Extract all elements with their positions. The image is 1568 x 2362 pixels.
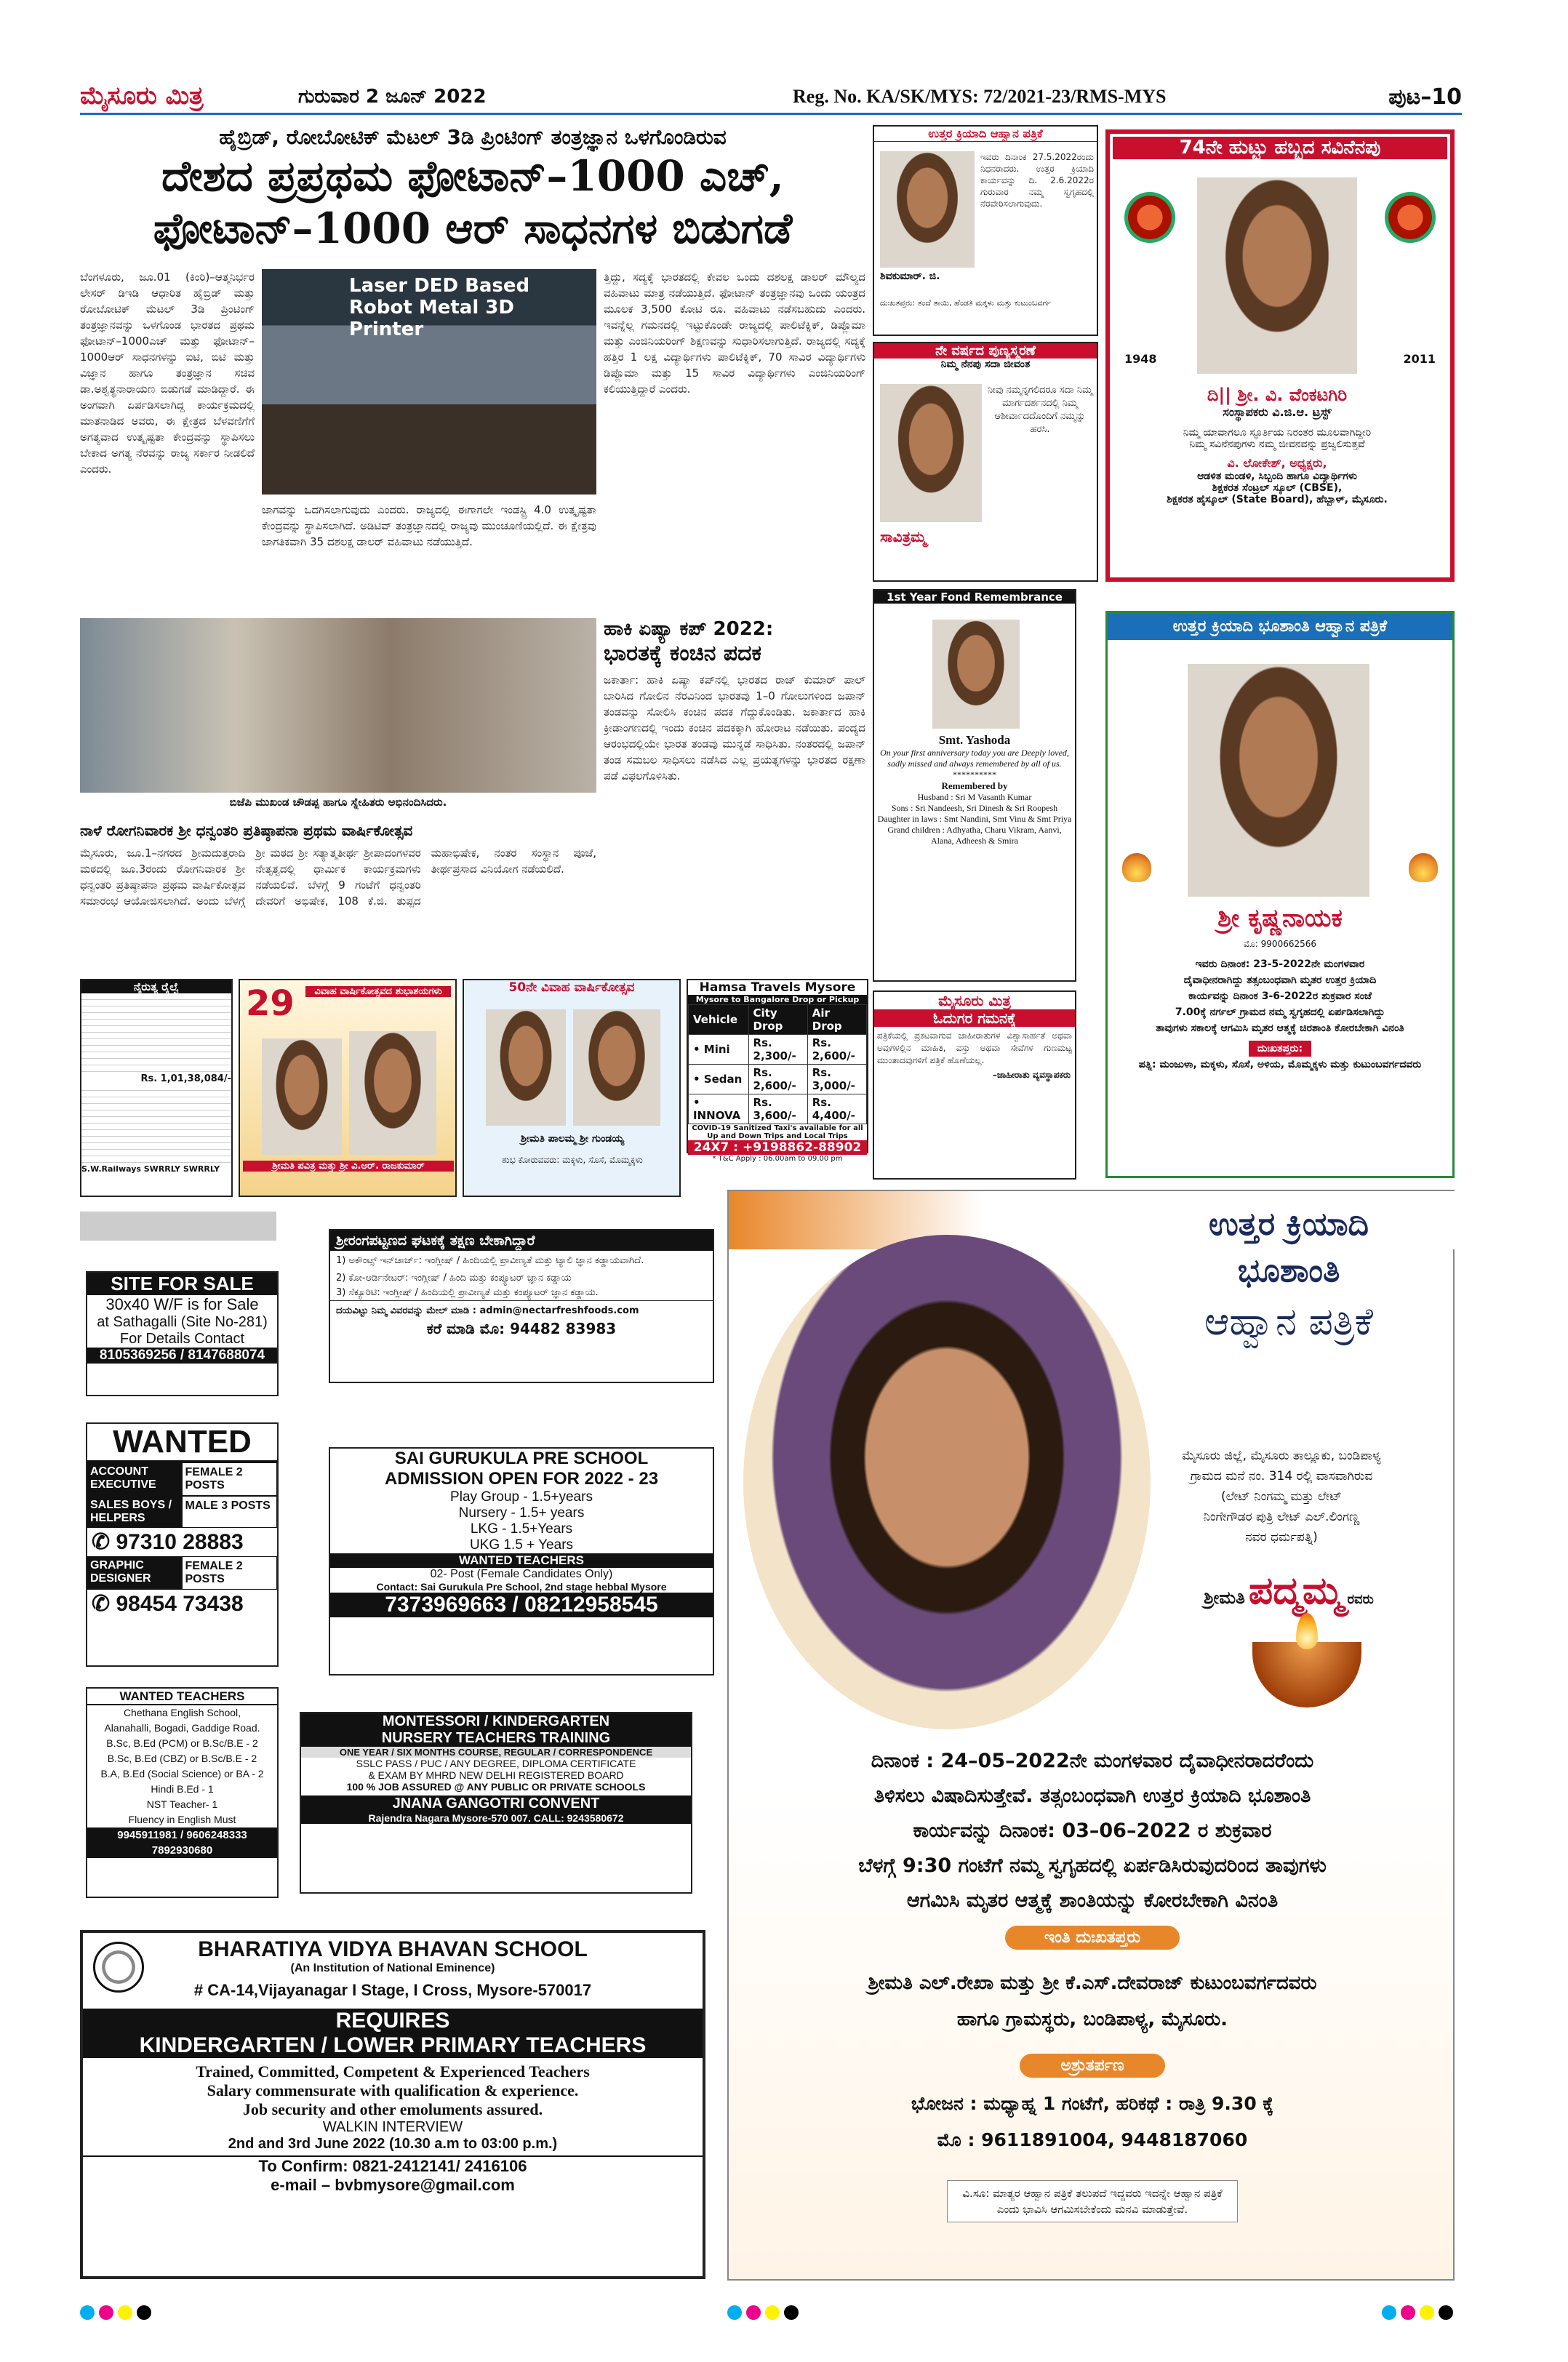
anniv2-photo-wife [486,1009,566,1126]
lead-photo-banner: Laser DED Based Robot Metal 3D Printer [349,275,530,340]
big-obit-name-line [1136,1569,1441,1614]
padmamma-photo [743,1235,1151,1729]
body-line: ತಿಳಿಸಲು ವಿಷಾದಿಸುತ್ತೇವೆ. ತತ್ಸಂಬಂಧವಾಗಿ ಉತ್ತರ ಕ್ರಿಯಾದಿ ಭೂಶಾಂತಿ [873,1785,1311,1807]
issue-date: ಗುರುವಾರ 2 ಜೂನ್ 2022 [298,86,487,108]
temple-body: ಮೈಸೂರು, ಜೂ.1–ನಗರದ ಶ್ರೀಮದುತ್ತರಾದಿ ಮಠದಲ್ಲಿ ಜೂ.3ರಂದು ರೋಗನಿವಾರಕ ಶ್ರೀ ಧನ್ವಂತರಿ ಪ್ರತಿಷ್ಠಾಪನಾ ಪ್ರಥಮ ವಾರ್ಷಿಕೋತ್ಸವ ಸಮಾರಂಭ ಆಯೋಜಿಸಲಾಗಿದೆ. ಅಂದು ಬೆಳಗ್ಗೆ ಶ್ರೀ ಮಠದ ಶ್ರೀ ಸತ್ಯಾತ್ಮತೀರ್ಥ ಶ್ರೀಪಾದಂಗಳವರ ನೇತೃತ್ವದಲ್ಲಿ ಧಾರ್ಮಿಕ ಕಾರ್ಯಕ್ರಮಗಳು ನಡೆಯಲಿವೆ. ಬೆಳಗ್ಗೆ 9 ಗಂಟೆಗೆ ಧನ್ವಂತರಿ ದೇವರಿಗೆ ಅಭಿಷೇಕ, 108 ಕೆ.ಜಿ. ತುಪ್ಪದ ಮಹಾಭಿಷೇಕ, ನಂತರ ಸಂಸ್ಥಾನ ಪೂಜೆ, ತೀರ್ಥಪ್ರಸಾದ ವಿನಿಯೋಗ ನಡೆಯಲಿದೆ. [80,846,596,908]
cyan-dot [727,2305,742,2320]
sai-line-2: Nursery - 1.5+ years [458,1505,585,1521]
hockey-kicker: ಹಾಕಿ ಏಷ್ಯಾ ಕಪ್ 2022: [604,618,774,640]
bvb-email: e-mail – bvbmysore@gmail.com [271,2176,515,2194]
obit3-family: ಪತ್ನಿ: ಮಂಜುಳಾ, ಮಕ್ಕಳು, ಸೊಸೆ, ಅಳಿಯ, ಮೊಮ್ಮಕ್ಕಳು ಮತ್ತು ಕುಟುಂಬವರ್ಗದವರು [1138,1059,1422,1070]
lead-headline-block [80,125,865,263]
bvb-school-ad [80,1930,705,2279]
birthday-photo [1197,177,1357,374]
railway-tender-ad [80,979,233,1197]
anniv2-title: 50ನೇ ವಿವಾಹ ವಾರ್ಷಿಕೋತ್ಸವ [508,980,635,995]
big-obit-prefix: ಶ್ರೀಮತಿ [1204,1588,1245,1608]
obit3-title: ಉತ್ತರ ಕ್ರಿಯಾದಿ ಭೂಶಾಂತಿ ಆಹ್ವಾನ ಪತ್ರಿಕೆ [1108,613,1452,640]
hamsa-phone: 24X7 : +9198862-88902 [688,1140,867,1155]
site-line-1: 30x40 W/F is for Sale [105,1295,259,1313]
notice-sign: –ಜಾಹೀರಾತು ವ್ಯವಸ್ಥಾಪಕರು [992,1070,1071,1080]
family-line: ಹಾಗೂ ಗ್ರಾಮಸ್ಥರು, ಬಂಡಿಪಾಳ್ಯ, ಮೈಸೂರು. [956,2009,1228,2030]
sai-line-4: UKG 1.5 + Years [469,1537,574,1553]
obit3-grief: ದುಃಖತಪ್ತರು: [1249,1041,1311,1057]
mont-line-3: 100 % JOB ASSURED @ ANY PUBLIC OR PRIVATE SCHOOLS [346,1781,646,1793]
birthday-org-1: ಆಡಳಿತ ಮಂಡಳಿ, ಸಿಬ್ಬಂದಿ ಹಾಗೂ ವಿದ್ಯಾರ್ಥಿಗಳು [1197,471,1357,482]
flower-left-icon [1124,192,1175,243]
obit3-photo [1188,664,1369,897]
bvb-line-2: Salary commensurate with qualification & experience. [207,2081,579,2099]
obit3-line-4: 7.00ಕ್ಕೆ ನರ್ಗಲ್ ಗ್ರಾಮದ ನಮ್ಮ ಸ್ವಗೃಹದಲ್ಲಿ ಏರ್ಪಡಿಸಲಾಗಿದ್ದು [1175,1006,1385,1018]
yellow-dot [1420,2305,1434,2320]
nectar-line-1: 1) ಅಕೌಂಟ್ಸ್ ಇನ್‌ಚಾರ್ಜ್: ಇಂಗ್ಲೀಷ್ / ಹಿಂದಿಯಲ್ಲಿ ಪ್ರಾವೀಣ್ಯತೆ ಮತ್ತು ಟ್ಯಾಲಿ ಜ್ಞಾನ ಕಡ್ಡಾಯವಾಗಿದೆ. [336,1255,644,1266]
obit1-text: ಇವರು ದಿನಾಂಕ 27.5.2022ರಂದು ನಿಧನರಾದರು. ಉತ್ತರ ಕ್ರಿಯಾದಿ ಕಾರ್ಯವನ್ನು ದಿ. 2.6.2022ರ ಗುರುವಾರ ನಮ್ಮ ಸ್ವಗೃಹದಲ್ಲಿ ನೆರವೇರಿಸಲಾಗುವುದು. [980,152,1094,209]
bvb-confirm: To Confirm: 0821-2412141/ 2416106 [83,2155,703,2176]
magenta-dot [746,2305,761,2320]
big-obit-note: ವಿ.ಸೂ: ಮಾತ್ಯರ ಆಹ್ವಾನ ಪತ್ರಿಕೆ ತಲುಪದೆ ಇದ್ದವರು ಇದನ್ನೇ ಆಹ್ವಾನ ಪತ್ರಿಕೆ ಎಂದು ಭಾವಿಸಿ ಆಗಮಿಸಬೇಕೆಂದು ಮನವಿ ಮಾಡುತ್ತೇವೆ. [947,2180,1238,2222]
hamsa-cell: • INNOVA [689,1094,749,1124]
railway-footer: S.W.Railways SWRRLY SWRRLY [81,1164,220,1174]
hamsa-cell: • Mini [689,1035,749,1065]
big-obit-offering: ಅಶ್ರುತರ್ಪಣ [1020,2054,1165,2078]
railway-body [81,993,231,1073]
obit1-photo [880,151,975,268]
big-obit-address [1121,1446,1441,1548]
registration-dots-center [727,2305,803,2323]
bvb-line-3: Job security and other emoluments assured. [242,2100,543,2118]
birthday-org-2: ಶಿಕ್ಷಕರತ ಸೆಂಟ್ರಲ್ ಸ್ಕೂಲ್ (CBSE), [1212,482,1343,494]
teachers-line-4: B.Sc, B.Ed (CBZ) or B.Sc/B.E - 2 [107,1753,257,1764]
wanted-posts: FEMALE 2 POSTS [182,1462,278,1496]
obit2-title: ನೇ ವರ್ಷದ ಪುಣ್ಯಸ್ಮರಣೆ [874,343,1097,359]
mont-addr: Rajendra Nagara Mysore-570 007. CALL: 9243580672 [301,1812,691,1824]
lead-col-2: ಜಾಗವನ್ನು ಒದಗಿಸಲಾಗುವುದು ಎಂದರು. ರಾಜ್ಯದಲ್ಲಿ ಈಗಾಗಲೇ ಇಂಡಸ್ಟ್ರಿ 4.0 ಉತ್ಕೃಷ್ಟತಾ ಕೇಂದ್ರವನ್ನು ಸ್ಥಾಪಿಸಲಾಗಿದೆ. ಅಡಿಟಿವ್ ತಂತ್ರಜ್ಞಾನದಲ್ಲಿ ರಾಜ್ಯವು ಮುಂಚೂಣಿಯಲ್ಲಿದೆ. ಈ ಕ್ಷೇತ್ರವು ಜಾಗತಿಕವಾಗಿ 35 ದಶಲಕ್ಷ ಡಾಲರ್ ವಹಿವಾಟು ನಡೆಯುತ್ತಿದೆ. [262,503,596,548]
yellow-dot [765,2305,780,2320]
obit3-name: ಶ್ರೀ ಕೃಷ್ಣನಾಯಕ [1217,904,1343,933]
mont-title-3: ONE YEAR / SIX MONTHS COURSE, REGULAR / CORRESPONDENCE [301,1747,691,1758]
hamsa-cell: Rs. 3,600/- [748,1094,807,1124]
big-obit-body [743,1744,1441,1918]
hamsa-cell: Rs. 2,600/- [748,1065,807,1094]
yellow-dot [118,2305,132,2320]
hamsa-note: COVID-19 Sanitized Taxi's available for all Up and Down Trips and Local Trips [692,1124,863,1140]
mont-line-1: SSLC PASS / PUC / ANY DEGREE, DIPLOMA CERTIFICATE [356,1758,636,1769]
obituary-shivakumar [873,125,1098,336]
black-dot [137,2305,151,2320]
cyan-dot [80,2305,95,2320]
hamsa-header-vehicle: Vehicle [689,1005,749,1035]
railway-title: ನೈರುತ್ಯ ರೈಲ್ವೆ [81,980,231,993]
table-row [689,1094,867,1124]
sai-gurukula-ad [329,1447,714,1676]
table-row [689,1035,867,1065]
remembrance-by: Remembered by [941,780,1008,791]
birthday-text-block [1110,385,1444,505]
black-dot [784,2305,799,2320]
obit2-name: ಸಾವಿತ್ರಮ್ಮ [880,528,927,545]
railway-amount: Rs. 1,01,38,084/- [140,1073,231,1084]
teachers-line-5: B.A, B.Ed (Social Science) or BA - 2 [100,1768,264,1779]
nectar-email: ದಯವಿಟ್ಟು ನಿಮ್ಮ ವಿವರವನ್ನು ಮೇಲ್ ಮಾಡಿ : admin@nectarfreshfoods.com [330,1300,713,1321]
teachers-line-8: Fluency in English Must [128,1814,236,1825]
wanted-row-2 [87,1496,277,1528]
hamsa-price-table [688,1004,867,1124]
mont-title-1: MONTESSORI / KINDERGARTEN [301,1713,691,1730]
remembrance-line-1: Husband : Sri M Vasanth Kumar [917,792,1032,802]
wanted-phone-2 [87,1590,277,1618]
sai-sub: ADMISSION OPEN FOR 2022 - 23 [384,1469,659,1489]
remembrance-yashoda [873,589,1076,982]
readers-notice [873,990,1076,1180]
address-line: ಗ್ರಾಮದ ಮನೆ ನಂ. 314 ರಲ್ಲಿ ವಾಸವಾಗಿರುವ [1190,1469,1373,1484]
temple-title: ನಾಳೆ ರೋಗನಿವಾರಕ ಶ್ರೀ ಧನ್ವಂತರಿ ಪ್ರತಿಷ್ಠಾಪನಾ ಪ್ರಥಮ ವಾರ್ಷಿಕೋತ್ಸವ [80,822,413,839]
big-obit-name: ಪದ್ಮಮ್ಮ [1248,1569,1344,1613]
hamsa-cell: • Sedan [689,1065,749,1094]
birthday-remembrance-ad [1105,129,1455,582]
lead-col-1: ಬೆಂಗಳೂರು, ಜೂ.01 (ಕಿಂರಿ)–ಆತ್ಮನಿರ್ಭರ ಲೇಸರ್ ಡಿಇಡಿ ಆಧಾರಿತ ಹೈಬ್ರಿಡ್ ಮತ್ತು ರೋಬೋಟಿಕ್ ಮೆಟಲ್ 3ಡಿ ಪ್ರಿಂಟಿಂಗ್ ತಂತ್ರಜ್ಞಾನವನ್ನು ಒಳಗೊಂಡ ಭಾರತದ ಪ್ರಥಮ ಫೋಟಾನ್–1000ಎಚ್ ಮತ್ತು ಫೋಟಾನ್–1000ಆರ್ ಸಾಧನಗಳನ್ನು ಐಟಿ, ಬಿಟಿ ಮತ್ತು ವಿಜ್ಞಾನ ಹಾಗೂ ತಂತ್ರಜ್ಞಾನ ಸಚಿವ ಡಾ.ಅಶ್ವತ್ಥನಾರಾಯಣ ಬಿಡುಗಡೆ ಮಾಡಿದ್ದಾರೆ. ಈ ಅಂಗವಾಗಿ ಏರ್ಪಡಿಸಲಾಗಿದ್ದ ಕಾರ್ಯಕ್ರಮದಲ್ಲಿ ಮಾತನಾಡಿದ ಅವರು, ಈ ಕ್ಷೇತ್ರದ ಬೆಳವಣಿಗೆಗೆ ಅಗತ್ಯವಾದ ಉತ್ಕೃಷ್ಟತಾ ಕೇಂದ್ರವನ್ನು ಸ್ಥಾಪಿಸಲು ಬೇಕಾದ ಅಗತ್ಯ ನೆರವನ್ನು ರಾಜ್ಯ ಸರ್ಕಾರ ನೀಡಲಿದೆ ಎಂದರು. [80,271,255,476]
flower-right-icon [1385,192,1436,243]
remembrance-line-2: Sons : Sri Nandeesh, Sri Dinesh & Sri Roopesh [891,803,1058,813]
black-dot [1439,2305,1453,2320]
remembrance-savithramma [873,342,1098,582]
flame-icon [1296,1613,1318,1649]
wanted-title: WANTED [87,1424,277,1462]
obit1-family: ದುಃಖತಪ್ತರು: ತಂದೆ ತಾಯಿ, ಹೆಂಡತಿ ಮಕ್ಕಳು ಮತ್ತು ಕುಟುಂಬವರ್ಗ [880,298,1052,308]
anniversary-ad-29 [239,979,457,1197]
wanted-phone-1-text: 97310 28883 [116,1530,244,1554]
body-line: ಬೆಳಗ್ಗೆ 9:30 ಗಂಟೆಗೆ ನಮ್ಮ ಸ್ವಗೃಹದಲ್ಲಿ ಏರ್ಪಡಿಸಿರುವುದರಿಂದ ತಾವುಗಳು [858,1854,1327,1877]
sai-line-3: LKG - 1.5+Years [470,1521,573,1537]
teachers-phone: 9945911981 / 9606248333 7892930680 [87,1827,277,1858]
anniv1-photo-husband [349,1031,436,1155]
anniv2-photo-husband [573,1009,660,1126]
remembrance-text [877,733,1072,846]
obit3-line-5: ತಾವುಗಳು ಸಕಾಲಕ್ಕೆ ಆಗಮಿಸಿ ಮೃತರ ಆತ್ಮಕ್ಕೆ ಚಿರಶಾಂತಿ ಕೋರಬೇಕಾಗಿ ವಿನಂತಿ [1156,1022,1404,1034]
notice-body: ಪತ್ರಿಕೆಯಲ್ಲಿ ಪ್ರಕಟವಾಗುವ ಜಾಹೀರಾತುಗಳ ವಿಶ್ವಾಸಾರ್ಹತೆ ಅಥವಾ ಅವುಗಳಲ್ಲಿನ ಮಾಹಿತಿ, ವಸ್ತು ಅಥವಾ ಸೇವೆಗಳ ಗುಣಮಟ್ಟ ಮುಂತಾದವುಗಳಿಗೆ ಪತ್ರಿಕೆ ಹೊಣೆಯಲ್ಲ. [877,1030,1072,1065]
birthday-line-2: ನಿಮ್ಮ ಸವಿನೆನಪುಗಳು ನಮ್ಮ ಜೀವನವನ್ನು ಪ್ರಜ್ವಲಿಸುತ್ತವೆ [1189,439,1365,450]
remembrance-line-4: Grand children : Adhyatha, Charu Vikram, Aanvi, Alana, Adheesh & Smira [887,825,1062,846]
wanted-ad [86,1422,279,1667]
sai-line-1: Play Group - 1.5+years [450,1489,593,1505]
lead-kicker: ಹೈಬ್ರಿಡ್, ರೋಬೋಟಿಕ್ ಮೆಟಲ್ 3ಡಿ ಪ್ರಿಂಟಿಂಗ್ ತಂತ್ರಜ್ಞಾನ ಒಳಗೊಂಡಿರುವ [219,125,727,149]
bvb-walk: WALKIN INTERVIEW [322,2119,463,2135]
address-line: ನವರ ಧರ್ಮಪತ್ನಿ) [1245,1530,1318,1545]
notice-logo: ಮೈಸೂರು ಮಿತ್ರ [938,992,1011,1009]
lead-col-3: ತ್ತಿದ್ದು, ಸದ್ಯಕ್ಕೆ ಭಾರತದಲ್ಲಿ ಕೇವಲ ಒಂದು ದಶಲಕ್ಷ ಡಾಲರ್ ಮೌಲ್ಯದ ವಹಿವಾಟು ಮಾತ್ರ ನಡೆಯುತ್ತಿದೆ. ಫೋಟಾನ್ ತಂತ್ರಜ್ಞಾನವು ಒಂದು ಯಂತ್ರದ ಮೂಲಕ 3,500 ಕೋಟಿ ರೂ. ವಹಿವಾಟು ನಡೆಸಬಹುದು ಎಂದರು. ಇವನ್ನೆಲ್ಲ ಗಮನದಲ್ಲಿ ಇಟ್ಟುಕೊಂಡೇ ರಾಜ್ಯದಲ್ಲಿ ಪಾಲಿಟೆಕ್ನಿಕ್, ಡಿಪ್ಲೊಮಾ ಮತ್ತು ಎಂಜಿನಿಯರಿಂಗ್ ಶಿಕ್ಷಣವನ್ನು ಸುಧಾರಿಸಲಾಗುತ್ತಿದೆ. ರಾಜ್ಯದಲ್ಲಿ ಸದ್ಯಕ್ಕೆ ಹತ್ತಿರ 1 ಲಕ್ಷ ವಿದ್ಯಾರ್ಥಿಗಳು ಪಾಲಿಟೆಕ್ನಿಕ್, 70 ಸಾವಿರ ವಿದ್ಯಾರ್ಥಿಗಳು ಡಿಪ್ಲೊಮಾ ಮತ್ತು 15 ಸಾವಿರ ವಿದ್ಯಾರ್ಥಿಗಳು ಎಂಜಿನಿಯರಿಂಗ್ ಕಲಿಯುತ್ತಿದ್ದಾರೆ ಎಂದರು. [604,271,865,396]
bvb-address: # CA-14,Vijayanagar I Stage, I Cross, Mysore-570017 [193,1981,592,1999]
registration-dots-right [1382,2305,1457,2323]
remembrance-title: 1st Year Fond Remembrance [874,590,1075,604]
obit3-line-3: ಕಾರ್ಯವನ್ನು ದಿನಾಂಕ 3-6-2022ರ ಶುಕ್ರವಾರ ಸಂಜೆ [1188,990,1372,1002]
page-number: ಪುಟ–10 [1388,84,1462,110]
mont-title-4: JNANA GANGOTRI CONVENT [301,1795,691,1812]
address-line: ಮೈಸೂರು ಜಿಲ್ಲೆ, ಮೈಸೂರು ತಾಲ್ಲೂಕು, ಬಂಡಿಪಾಳ್ಯ [1182,1449,1381,1463]
wanted-role: SALES BOYS / HELPERS [87,1496,182,1528]
body-line: ದಿನಾಂಕ : 24–05–2022ನೇ ಮಂಗಳವಾರ ದೈವಾಧೀನರಾದರೆಂದು [871,1750,1314,1772]
obit2-sub: ನಿಮ್ಮ ನೆನಪು ಸದಾ ಜೀವಂತ [940,359,1031,370]
hockey-body: ಜಕಾರ್ತಾ: ಹಾಕಿ ಏಷ್ಯಾ ಕಪ್‌ನಲ್ಲಿ ಭಾರತದ ರಾಜ್ ಕುಮಾರ್ ಪಾಲ್ ಬಾರಿಸಿದ ಗೋಲಿನ ನೆರವಿನಿಂದ ಭಾರತವು 1–0 ಗೋಲುಗಳಿಂದ ಜಪಾನ್ ತಂಡವನ್ನು ಸೋಲಿಸಿ ಕಂಚಿನ ಪದಕ ಗೆದ್ದುಕೊಂಡಿತು. ಜಕಾರ್ತಾದ ಹಾಕಿ ಕ್ರೀಡಾಂಗಣದಲ್ಲಿ ಇಂದು ಕಂಚಿನ ಪದಕಕ್ಕಾಗಿ ಹೋರಾಟ ನಡೆಯಿತು. ಪಂದ್ಯದ ಆರಂಭದಲ್ಲಿಯೇ ಭಾರತ ತಂಡವು ಮುನ್ನಡೆ ಸಾಧಿಸಿತು. ನಂತರದಲ್ಲಿ ಜಪಾನ್ ತಂಡ ಸಮಬಲ ಸಾಧಿಸಲು ನಡೆಸಿದ ಎಲ್ಲ ಪ್ರಯತ್ನಗಳನ್ನು ಭಾರತದ ರಕ್ಷಣಾ ಪಡೆ ವಿಫಲಗೊಳಿಸಿತು. [604,673,865,782]
bvb-dates: 2nd and 3rd June 2022 (10.30 a.m to 03:00 p.m.) [228,2136,558,2152]
wanted-teachers-ad [86,1687,279,1898]
page-header [80,81,1462,115]
hamsa-title: Hamsa Travels Mysore [699,980,856,995]
big-obit-title-2: ಭೂಶಾಂತಿ [1237,1252,1340,1289]
blank-ad-slot [80,1212,276,1241]
anniv1-number: 29 [246,983,295,1024]
nectar-phone: ಕರೆ ಮಾಡಿ ಮೊ: 94482 83983 [426,1320,617,1337]
birthday-by: ವಿ. ಲೋಕೇಶ್, ಅಧ್ಯಕ್ಷರು, [1227,456,1327,470]
big-obit-family [743,1965,1441,2038]
registration-number: Reg. No. KA/SK/MYS: 72/2021-23/RMS-MYS [793,86,1167,107]
anniv2-names: ಶ್ರೀಮತಿ ಪಾಲಮ್ಮ ಶ್ರೀ ಗುಂಡಯ್ಯ [520,1133,625,1145]
magenta-dot [99,2305,113,2320]
wanted-role: GRAPHIC DESIGNER [87,1556,182,1590]
address-line: ನಿಂಗೇಗೌಡರ ಪುತ್ರಿ ಲೇಟ್ ಎಲ್.ಲಿಂಗಣ್ಣ [1203,1510,1360,1524]
teachers-line-2: Alanahalli, Bogadi, Gaddige Road. [104,1722,260,1734]
big-obit-suffix: ರವರು [1347,1592,1374,1607]
railway-body-2 [81,1084,231,1164]
group-photo [80,618,596,793]
site-line-3: For Details Contact [119,1331,245,1347]
anniv1-names: ಶ್ರೀಮತಿ ಪವಿತ್ರ ಮತ್ತು ಶ್ರೀ ವಿ.ಆರ್. ರಾಜಕುಮಾರ್ [243,1161,454,1172]
birthday-name: ದಿ|| ಶ್ರೀ. ವಿ. ವೆಂಕಟಗಿರಿ [1207,385,1348,405]
family-line: ಶ್ರೀಮತಿ ಎಲ್.ರೇಖಾ ಮತ್ತು ಶ್ರೀ ಕೆ.ಎಸ್.ದೇವರಾಜ್ ಕುಟುಂಬವರ್ಗದವರು [868,1972,1317,1994]
sai-title: SAI GURUKULA PRE SCHOOL [394,1449,649,1468]
site-title: SITE FOR SALE [87,1273,277,1295]
bvb-title: BHARATIYA VIDYA BHAVAN SCHOOL [198,1937,588,1961]
remembrance-stars: ********** [953,769,996,780]
hockey-title: ಭಾರತಕ್ಕೆ ಕಂಚಿನ ಪದಕ [604,641,762,666]
anniv2-by: ಶುಭ ಕೋರುವವರು: ಮಕ್ಕಳು, ಸೊಸೆ, ಮೊಮ್ಮಕ್ಕಳು [502,1155,643,1165]
nectar-line-3: 3) ಸೆಕ್ಯೂರಿಟಿ: ಇಂಗ್ಲೀಷ್ / ಹಿಂದಿಯಲ್ಲಿ ಪ್ರಾವೀಣ್ಯತೆ ಮತ್ತು ಕಂಪ್ಯೂಟರ್ ಜ್ಞಾನ ಕಡ್ಡಾಯ. [336,1287,599,1298]
body-line: ಆಗಮಿಸಿ ಮೃತರ ಆತ್ಮಕ್ಕೆ ಶಾಂತಿಯನ್ನು ಕೋರಬೇಕಾಗಿ ವಿನಂತಿ [906,1889,1279,1912]
birthday-org-3: ಶಿಕ್ಷಕರತ ಹೈಸ್ಕೂಲ್ (State Board), ಹೆಬ್ಬಾಳ್, ಮೈಸೂರು. [1167,494,1388,505]
site-for-sale-ad [86,1271,279,1396]
birthday-title: 74ನೇ ಹುಟ್ಟು ಹಬ್ಬದ ಸವಿನೆನಪು [1113,137,1447,159]
big-obit-title-3: ಆಹ್ವಾನ ಪತ್ರಿಕೆ [1204,1300,1374,1344]
montessori-ad [300,1712,692,1894]
obituary-krishnanayak [1105,611,1455,1178]
birth-year: 1948 [1124,352,1157,366]
phone-icon: ✆ [92,1592,116,1616]
remembrance-quote: On your first anniversary today you are Deeply loved, sadly missed and always remembered by all of us. [880,748,1069,769]
obit2-photo [880,384,982,522]
obituary-padmamma [727,1190,1455,2281]
big-obit-grief: ಇಂತಿ ದುಃಖತಪ್ತರು [1005,1926,1180,1950]
lead-headline-1: ದೇಶದ ಪ್ರಪ್ರಥಮ ಫೋಟಾನ್–1000 ಎಚ್, [161,151,784,201]
anniv1-sub: ವಿವಾಹ ವಾರ್ಷಿಕೋತ್ಸವದ ಶುಭಾಶಯಗಳು [305,986,451,997]
remembrance-line-3: Daughter in laws : Smt Nandini, Smt Vinu & Smt Priya [877,814,1072,824]
registration-dots-left [80,2305,156,2323]
bvb-line-1: Trained, Committed, Competent & Experienced Teachers [196,2062,590,2081]
big-obit-food: ಭೋಜನ : ಮಧ್ಯಾಹ್ನ 1 ಗಂಟೆಗೆ, ಹರಿಕಥೆ : ರಾತ್ರಿ 9.30 ಕ್ಕೆ [911,2093,1274,2114]
remembrance-name: Smt. Yashoda [938,733,1011,747]
lead-headline-2: ಫೋಟಾನ್–1000 ಆರ್ ಸಾಧನಗಳ ಬಿಡುಗಡೆ [153,204,793,253]
teachers-line-1: Chethana English School, [123,1707,241,1718]
sai-phone: 7373969663 / 08212958545 [330,1593,713,1617]
hamsa-cell: Rs. 4,400/- [807,1094,866,1124]
hamsa-cell: Rs. 3,000/- [807,1065,866,1094]
nectar-line-2: 2) ಕೋ-ಆರ್ಡಿನೇಟರ್: ಇಂಗ್ಲೀಷ್ / ಹಿಂದಿ ಮತ್ತು ಕಂಪ್ಯೂಟರ್ ಜ್ಞಾನ ಕಡ್ಡಾಯ [336,1273,572,1284]
big-obit-phone: ಮೊ : 9611891004, 9448187060 [937,2129,1248,2150]
wanted-phone-2-text: 98454 73438 [116,1592,244,1616]
hamsa-travels-ad [687,979,868,1163]
big-obit-title-1: ಉತ್ತರ ಕ್ರಿಯಾದಿ [1209,1206,1369,1243]
nectar-title: ಶ್ರೀರಂಗಪಟ್ಟಣದ ಘಟಕಕ್ಕೆ ತಕ್ಷಣ ಬೇಕಾಗಿದ್ದಾರೆ [330,1230,713,1251]
death-year: 2011 [1403,352,1436,366]
address-line: (ಲೇಟ್ ನಿಂಗಮ್ಮ ಮತ್ತು ಲೇಟ್ [1220,1489,1342,1504]
sai-line-6: Contact: Sai Gurukula Pre School, 2nd stage hebbal Mysore [376,1581,667,1593]
remembrance-photo [932,620,1020,729]
obit3-line-1: ಇವರು ದಿನಾಂಕ: 23-5-2022ನೇ ಮಂಗಳವಾರ [1195,958,1365,970]
body-line: ಕಾರ್ಯವನ್ನು ದಿನಾಂಕ: 03–06–2022 ರ ಶುಕ್ರವಾರ [913,1819,1272,1842]
obit2-text: ನೀವು ನಮ್ಮನ್ನಗಲಿದರೂ ಸದಾ ನಿಮ್ಮ ಮಾರ್ಗದರ್ಶನದಲ್ಲಿ ನಿಮ್ಮ ಆಶೀರ್ವಾದದೊಂದಿಗೆ ನಮ್ಮನ್ನು ಹರಸಿ. [987,385,1093,435]
group-photo-caption: ಬಿಜೆಪಿ ಮುಖಂಡ ಚೌಡಪ್ಪ ಹಾಗೂ ಸ್ನೇಹಿತರು ಅಭಿನಂದಿಸಿದರು. [229,796,447,809]
teachers-line-7: NST Teacher- 1 [146,1798,218,1810]
obit3-phone: ಮೊ: 9900662566 [1243,939,1317,949]
phone-icon: ✆ [92,1530,116,1554]
diya-right-icon [1409,853,1438,882]
obit3-body [1112,956,1448,1073]
hamsa-header-air: Air Drop [807,1005,866,1035]
teachers-line-3: B.Sc, B.Ed (PCM) or B.Sc/B.E - 2 [106,1737,258,1749]
wanted-role: ACCOUNT EXECUTIVE [87,1462,182,1496]
sai-wanted: WANTED TEACHERS [330,1553,713,1568]
birthday-line-1: ನಿಮ್ಮ ಯಾವಾಗಲೂ ಸ್ಫೂರ್ತಿಯ ನಿರಂತರ ಮೂಲವಾಗಿದ್ದೀರಿ [1183,427,1372,439]
teachers-line-6: Hindi B.Ed - 1 [151,1783,214,1795]
nectar-job-ad [329,1229,714,1383]
wanted-phone-1 [87,1528,277,1556]
table-row [689,1065,867,1094]
lead-photo [262,269,596,495]
site-line-2: at Sathagalli (Site No-281) [97,1314,268,1330]
anniv1-photo-wife [262,1038,342,1155]
mont-line-2: & EXAM BY MHRD NEW DELHI REGISTERED BOARD [368,1769,624,1781]
hamsa-cell: Rs. 2,600/- [807,1035,866,1065]
obit1-name: ಶಿವಕುಮಾರ್. ಜಿ. [880,271,940,282]
wanted-posts: FEMALE 2 POSTS [182,1556,278,1590]
hamsa-header-city: City Drop [748,1005,807,1035]
hockey-story [604,618,865,953]
hamsa-tc: * T&C Apply : 06.00am to 09.00 pm [712,1155,843,1163]
bvb-requires: REQUIRES [83,2009,703,2033]
sai-line-5: 02- Post (Female Candidates Only) [430,1568,613,1580]
site-phone: 8105369256 / 8147688074 [87,1348,277,1364]
anniversary-ad-50 [463,979,681,1197]
notice-title: ಓದುಗರ ಗಮನಕ್ಕೆ [874,1009,1075,1027]
wanted-row-1 [87,1462,277,1496]
mont-title-2: NURSERY TEACHERS TRAINING [301,1730,691,1747]
diya-left-icon [1122,853,1151,882]
obit1-title: ಉತ್ತರ ಕ್ರಿಯಾದಿ ಆಹ್ವಾನ ಪತ್ರಿಕೆ [874,127,1097,142]
teachers-title: WANTED TEACHERS [87,1689,277,1705]
big-diya-icon [1252,1642,1361,1708]
bvb-sub: (An Institution of National Eminence) [290,1962,495,1974]
hamsa-cell: Rs. 2,300/- [748,1035,807,1065]
wanted-posts: MALE 3 POSTS [182,1496,278,1528]
magenta-dot [1401,2305,1415,2320]
masthead-logo: ಮೈಸೂರು ಮಿತ್ರ [80,81,204,111]
birthday-role: ಸಂಸ್ಥಾಪಕರು ವಿ.ಜಿ.ಆ. ಟ್ರಸ್ಟ್ [1223,405,1332,419]
hamsa-sub: Mysore to Bangalore Drop or Pickup [688,995,867,1004]
obit3-line-2: ದೈವಾಧೀನರಾಗಿದ್ದು ತತ್ಸಂಬಂಧವಾಗಿ ಮೃತರ ಉತ್ತರ ಕ್ರಿಯಾದಿ [1183,974,1377,986]
wanted-row-3 [87,1556,277,1590]
cyan-dot [1382,2305,1396,2320]
bvb-requires-2: KINDERGARTEN / LOWER PRIMARY TEACHERS [83,2033,703,2058]
bvb-logo-icon [93,1942,144,1993]
